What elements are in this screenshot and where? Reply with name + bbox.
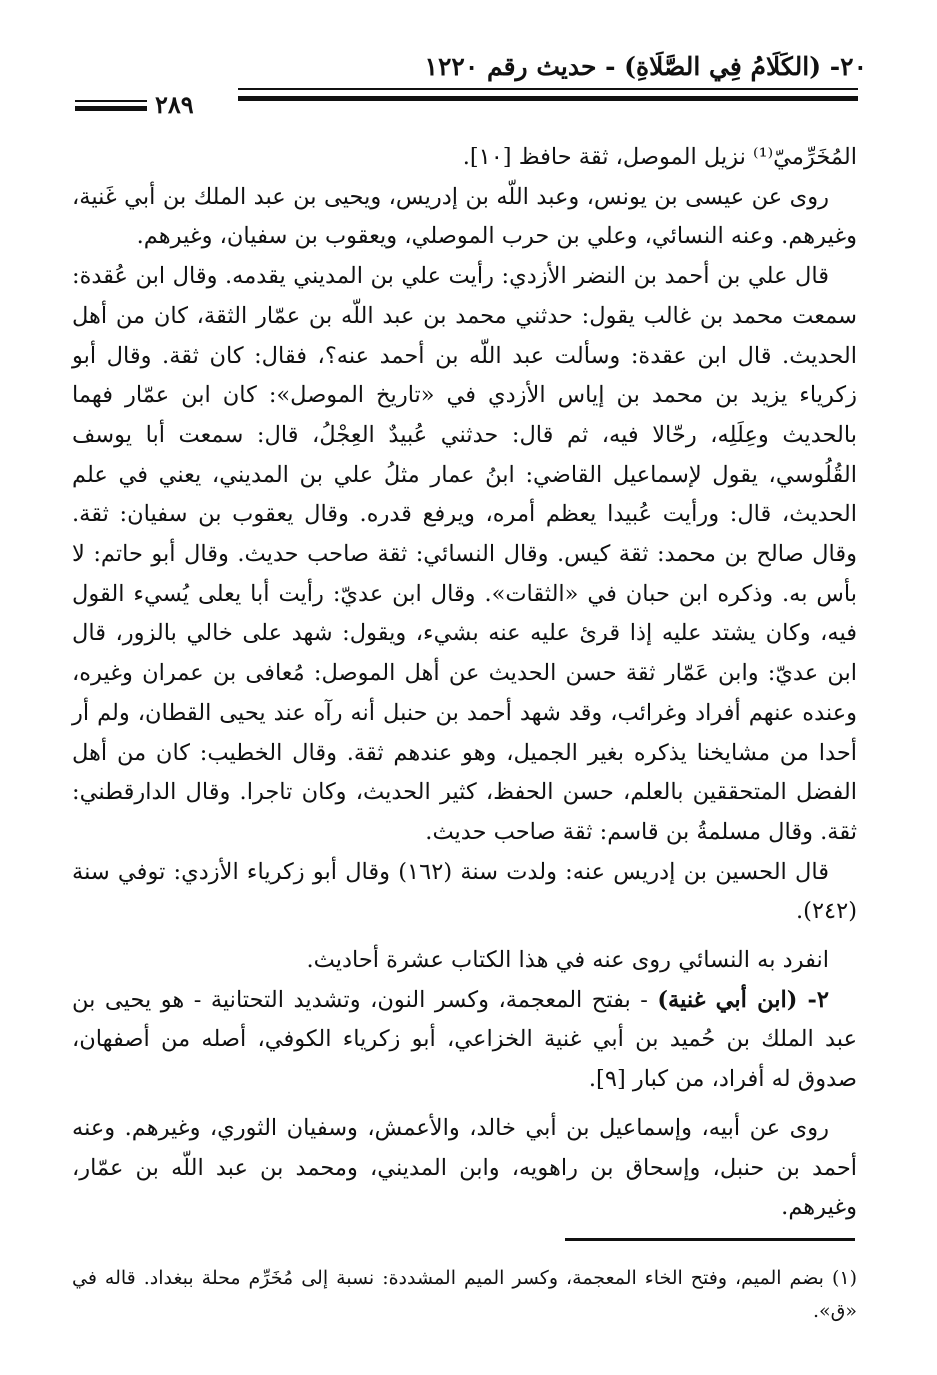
- running-head: ٢٠- (الكَلَامُ فِي الصَّلَاةِ) - حديث رقم ١٢٢٠: [424, 52, 867, 81]
- footnote: (١) بضم الميم، وفتح الخاء المعجمة، وكسر الميم المشددة: نسبة إلى مُخَرِّم محلة ببغداد. قاله في «ق».: [72, 1267, 858, 1322]
- paragraph-dates: قال الحسين بن إدريس عنه: ولدت سنة (١٦٢) وقال أبو زكرياء الأزدي: توفي سنة (٢٤٢).: [72, 858, 857, 925]
- header-rule-bottom: [238, 96, 858, 101]
- entry-text: - بفتح المعجمة، وكسر النون، وتشديد التحتانية - هو يحيى بن عبد الملك بن حُميد بن أبي غنية الخزاعي، أبو زكرياء الكوفي، أصله من أصفهان، صدوق له أفراد، من كبار [٩].: [72, 986, 857, 1093]
- entry-label: ٢- (ابن أبي غنية): [657, 986, 829, 1013]
- footnote-divider: [565, 1238, 855, 1241]
- paragraph-last: روى عن أبيه، وإسماعيل بن أبي خالد، والأعمش، وسفيان الثوري، وغيرهم. وعنه أحمد بن حنبل، وإسحاق بن راهويه، وابن المديني، ومحمد بن عبد اللّه بن عمّار، وغيرهم.: [72, 1114, 857, 1221]
- main-text: [72, 138, 857, 1228]
- paragraph-name-line: المُخَرِّميّ⁽¹⁾ نزيل الموصل، ثقة حافظ [١٠].: [462, 144, 857, 170]
- page-number-rule-top: [75, 100, 147, 102]
- paragraph-evaluations: قال علي بن أحمد بن النضر الأزدي: رأيت علي بن المديني يقدمه. وقال ابن عُقدة: سمعت محمد بن غالب يقول: حدثني محمد بن عبد اللّه بن عمّار الثقة، كان من أهل الحديث. قال ابن عقدة: وسألت عبد اللّه بن أحمد عنه؟، فقال: كان ثقة. وقال أبو زكرياء يزيد بن محمد بن إياس الأزدي في «تاريخ الموصل»: كان ابن عمّار فهما بالحديث وعِلَلِه، رحّالا فيه، ثم قال: حدثني عُبيدٌ العِجْلُ، قال: سمعت أبا يوسف القُلُوسي، يقول لإسماعيل القاضي: ابنُ عمار مثلُ علي بن المديني، يعني في علم الحديث، قال: ورأيت عُبيدا يعظم أمره، ويرفع قدره. وقال يعقوب بن سفيان: ثقة. وقال صالح بن محمد: ثقة كيس. وقال النسائي: ثقة صاحب حديث. وقال أبو حاتم: لا بأس به. وذكره ابن حبان في «الثقات». وقال ابن عديّ: رأيت أبا يعلى يُسيء القول فيه، وكان يشتد عليه إذا قرئ عليه عنه بشيء، ويقول: شهد على خالي بالزور، قال ابن عديّ: وابن عَمّار ثقة حسن الحديث عن أهل الموصل: مُعافى بن عمران وغيره، وعنده عنهم أفراد وغرائب، وقد شهد أحمد بن حنبل أنه رآه عند يحيى القطان، ولم أر أحدا من مشايخنا يذكره بغير الجميل، وهو عندهم ثقة. وقال الخطيب: كان من أهل الفضل المتحققين بالعلم، حسن الحفظ، كثير الحديث، وكان تاجرا. وقال الدارقطني: ثقة. وقال مسلمةُ بن قاسم: ثقة صاحب حديث.: [72, 263, 857, 845]
- paragraph-nasai: انفرد به النسائي روى عنه في هذا الكتاب عشرة أحاديث.: [306, 947, 829, 974]
- paragraph-narrators: روى عن عيسى بن يونس، وعبد اللّه بن إدريس، ويحيى بن عبد الملك بن أبي غَنية، وغيرهم. وعنه النسائي، وعلي بن حرب الموصلي، ويعقوب بن سفيان، وغيرهم.: [72, 183, 857, 250]
- page-number: ٢٨٩: [155, 90, 194, 119]
- paragraph-entry-2: [72, 981, 857, 1100]
- header-rule-top: [238, 88, 858, 90]
- page-number-rule-bottom: [75, 106, 147, 111]
